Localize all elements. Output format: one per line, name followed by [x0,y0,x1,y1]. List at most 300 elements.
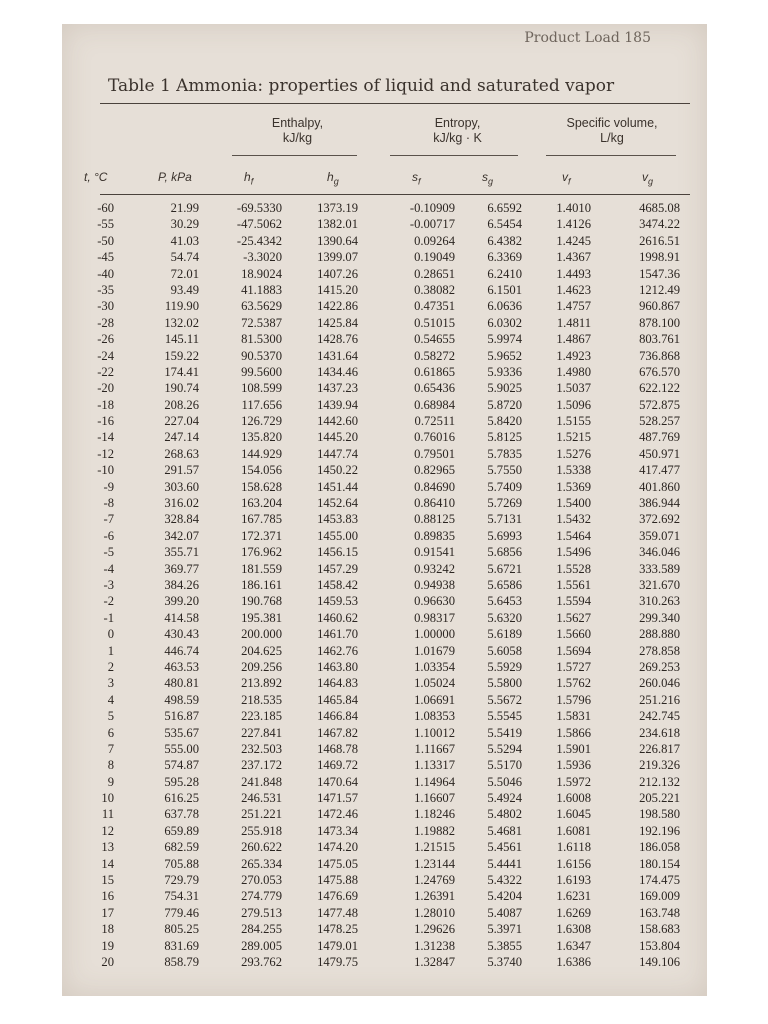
cell-hf: 284.255 [241,922,282,937]
cell-hg: 1479.75 [317,954,358,969]
cell-sg: 5.7409 [487,479,522,494]
cell-vf: 1.4811 [556,315,591,330]
cell-temperature: -9 [103,479,114,494]
cell-vg: 417.477 [639,463,680,478]
cell-vg: 960.867 [639,299,680,314]
table-row [62,216,707,232]
cell-hf: 260.622 [241,840,282,855]
cell-temperature: 18 [101,922,114,937]
cell-hf: 81.5300 [241,332,282,347]
cell-sg: 5.9025 [487,381,522,396]
cell-hf: 172.371 [241,528,282,543]
cell-temperature: 16 [101,889,114,904]
cell-vf: 1.5972 [556,774,591,789]
cell-hf: 163.204 [241,496,282,511]
col-header-sg: $s_g$ [482,170,494,187]
table-row [62,429,707,445]
cell-sg: 5.6721 [487,561,522,576]
cell-temperature: -35 [97,282,114,297]
cell-hg: 1434.46 [317,364,358,379]
cell-sg: 5.4802 [487,807,522,822]
cell-sg: 5.6189 [487,627,522,642]
cell-temperature: 0 [107,627,114,642]
cell-sf: 1.29626 [414,922,455,937]
cell-vf: 1.5215 [556,430,591,445]
cell-hf: 265.334 [241,856,282,871]
cell-hf: 255.918 [241,823,282,838]
cell-hg: 1373.19 [317,201,358,215]
cell-vg: 572.875 [639,397,680,412]
cell-vg: 1212.49 [639,282,680,297]
cell-sf: 0.93242 [414,561,455,576]
table-row [62,528,707,544]
cell-hf: 289.005 [241,938,282,953]
cell-vf: 1.6008 [556,791,591,806]
cell-hf: 204.625 [241,643,282,658]
cell-hg: 1474.20 [317,840,358,855]
cell-vg: 372.692 [639,512,680,527]
cell-vf: 1.5400 [556,496,591,511]
cell-hf: 232.503 [241,741,282,756]
cell-temperature: 14 [101,856,114,871]
cell-vf: 1.6193 [556,873,591,888]
cell-hg: 1462.76 [317,643,358,658]
cell-sg: 5.4561 [487,840,522,855]
cell-hg: 1471.57 [317,791,358,806]
cell-sf: 0.82965 [414,463,455,478]
cell-pressure: 779.46 [164,905,199,920]
cell-temperature: -26 [97,332,114,347]
cell-temperature: -4 [103,561,114,576]
cell-sf: 0.76016 [414,430,455,445]
cell-vg: 321.670 [639,577,680,592]
cell-vf: 1.6386 [556,954,591,969]
cell-pressure: 805.25 [164,922,199,937]
cell-hf: 126.729 [241,414,282,429]
cell-vf: 1.4010 [556,201,591,215]
cell-temperature: 20 [101,954,114,969]
cell-vf: 1.6118 [556,840,591,855]
cell-sg: 5.4924 [487,791,522,806]
volume-group-rule [546,155,676,156]
cell-sf: 0.51015 [414,315,455,330]
cell-vg: 226.817 [639,741,680,756]
cell-hf: 158.628 [241,479,282,494]
cell-hf: 72.5387 [241,315,282,330]
cell-vf: 1.5276 [556,446,591,461]
cell-sg: 5.8125 [487,430,522,445]
cell-pressure: 414.58 [164,610,199,625]
table-row [62,921,707,937]
cell-sg: 5.5672 [487,692,522,707]
cell-sg: 5.4441 [487,856,522,871]
cell-vg: 234.618 [639,725,680,740]
cell-sf: 0.72511 [414,414,455,429]
cell-sg: 5.5419 [487,725,522,740]
book-page [62,24,707,996]
cell-vg: 153.804 [639,938,680,953]
cell-vf: 1.5594 [556,594,591,609]
cell-sg: 5.4087 [487,905,522,920]
cell-temperature: -10 [97,463,114,478]
cell-hg: 1470.64 [317,774,358,789]
cell-vg: 205.221 [639,791,680,806]
col-header-hf: $h_f$ [244,170,254,187]
cell-sf: 0.79501 [414,446,455,461]
cell-pressure: 498.59 [164,692,199,707]
cell-temperature: -1 [103,610,114,625]
cell-vg: 186.058 [639,840,680,855]
cell-hg: 1437.23 [317,381,358,396]
header-bottom-rule [100,194,690,195]
cell-vg: 2616.51 [639,233,680,248]
cell-vf: 1.6045 [556,807,591,822]
cell-vg: 163.748 [639,905,680,920]
cell-sg: 6.2410 [487,266,522,281]
table-row [62,200,707,216]
cell-temperature: 17 [101,905,114,920]
table-row [62,298,707,314]
cell-hf: -3.3020 [243,250,282,265]
cell-pressure: 41.03 [170,233,199,248]
table-row [62,790,707,806]
cell-hg: 1458.42 [317,577,358,592]
cell-pressure: 328.84 [164,512,199,527]
cell-hf: 108.599 [241,381,282,396]
table-row [62,249,707,265]
cell-sg: 5.3740 [487,954,522,969]
cell-sf: -0.00717 [409,217,455,232]
cell-temperature: 15 [101,873,114,888]
cell-sf: 1.01679 [414,643,455,658]
cell-vf: 1.4126 [556,217,591,232]
cell-temperature: 2 [107,659,114,674]
cell-temperature: 12 [101,823,114,838]
cell-vf: 1.6231 [556,889,591,904]
cell-vg: 1547.36 [639,266,680,281]
data-table-body [62,200,707,970]
cell-pressure: 247.14 [164,430,199,445]
cell-pressure: 21.99 [170,201,199,215]
table-row [62,741,707,757]
cell-sf: 0.89835 [414,528,455,543]
table-row [62,348,707,364]
cell-hf: 241.848 [241,774,282,789]
cell-vg: 3474.22 [639,217,680,232]
cell-pressure: 30.29 [170,217,199,232]
cell-vg: 174.475 [639,873,680,888]
cell-pressure: 303.60 [164,479,199,494]
cell-sg: 5.5800 [487,676,522,691]
cell-hf: 154.056 [241,463,282,478]
cell-sg: 5.6856 [487,545,522,560]
cell-temperature: 5 [107,709,114,724]
cell-hg: 1461.70 [317,627,358,642]
cell-vg: 622.122 [639,381,680,396]
cell-sg: 6.5454 [487,217,522,232]
cell-hf: 279.513 [241,905,282,920]
cell-hf: -25.4342 [236,233,282,248]
cell-temperature: 7 [107,741,114,756]
cell-vf: 1.5037 [556,381,591,396]
cell-sf: 0.68984 [414,397,455,412]
cell-hg: 1399.07 [317,250,358,265]
cell-sg: 5.7550 [487,463,522,478]
cell-hf: 195.381 [241,610,282,625]
cell-temperature: 6 [107,725,114,740]
cell-hf: 181.559 [241,561,282,576]
table-row [62,856,707,872]
table-row [62,233,707,249]
cell-hg: 1467.82 [317,725,358,740]
cell-hg: 1382.01 [317,217,358,232]
col-header-pressure: P, kPa [158,170,192,184]
table-row [62,806,707,822]
table-row [62,593,707,609]
cell-sf: 1.13317 [414,758,455,773]
cell-temperature: -55 [97,217,114,232]
cell-pressure: 637.78 [164,807,199,822]
cell-hg: 1469.72 [317,758,358,773]
entropy-group-rule [390,155,518,156]
table-row [62,938,707,954]
cell-vg: 401.860 [639,479,680,494]
cell-hf: 293.762 [241,954,282,969]
table-row [62,872,707,888]
cell-temperature: -18 [97,397,114,412]
cell-hg: 1422.86 [317,299,358,314]
cell-pressure: 145.11 [164,332,199,347]
cell-sg: 6.3369 [487,250,522,265]
cell-temperature: -12 [97,446,114,461]
table-row [62,577,707,593]
cell-hf: 274.779 [241,889,282,904]
cell-hg: 1475.88 [317,873,358,888]
cell-sf: 0.96630 [414,594,455,609]
cell-vf: 1.5096 [556,397,591,412]
volume-group-header [552,116,672,146]
table-row [62,839,707,855]
cell-sg: 5.9652 [487,348,522,363]
cell-sf: 0.58272 [414,348,455,363]
cell-vg: 878.100 [639,315,680,330]
cell-vf: 1.6081 [556,823,591,838]
table-row [62,708,707,724]
table-row [62,823,707,839]
cell-sf: -0.10909 [409,201,455,215]
cell-sf: 0.47351 [414,299,455,314]
cell-sg: 5.8420 [487,414,522,429]
cell-temperature: -5 [103,545,114,560]
cell-pressure: 190.74 [164,381,199,396]
cell-hf: 117.656 [241,397,282,412]
cell-vf: 1.5660 [556,627,591,642]
cell-sg: 5.6320 [487,610,522,625]
cell-temperature: 11 [101,807,114,822]
cell-vg: 180.154 [639,856,680,871]
table-row [62,659,707,675]
cell-pressure: 595.28 [164,774,199,789]
cell-pressure: 72.01 [170,266,199,281]
cell-vg: 299.340 [639,610,680,625]
table-row [62,364,707,380]
cell-vf: 1.6269 [556,905,591,920]
cell-vg: 803.761 [639,332,680,347]
cell-hg: 1466.84 [317,709,358,724]
table-row [62,888,707,904]
table-row [62,397,707,413]
cell-hg: 1460.62 [317,610,358,625]
cell-temperature: -8 [103,496,114,511]
cell-vg: 260.046 [639,676,680,691]
cell-vf: 1.4867 [556,332,591,347]
cell-sf: 0.09264 [414,233,455,248]
enthalpy-group-header [240,116,355,146]
cell-sg: 5.9974 [487,332,522,347]
cell-vg: 450.971 [639,446,680,461]
cell-pressure: 227.04 [164,414,199,429]
cell-pressure: 430.43 [164,627,199,642]
cell-sf: 0.28651 [414,266,455,281]
enthalpy-group-rule [232,155,357,156]
cell-vf: 1.5369 [556,479,591,494]
table-row [62,626,707,642]
cell-hg: 1465.84 [317,692,358,707]
cell-sf: 0.84690 [414,479,455,494]
table-row [62,725,707,741]
cell-sf: 0.86410 [414,496,455,511]
cell-sf: 1.31238 [414,938,455,953]
col-header-temperature: t, °C [84,170,108,184]
cell-hf: 186.161 [241,577,282,592]
cell-sf: 1.05024 [414,676,455,691]
cell-vg: 219.326 [639,758,680,773]
cell-vf: 1.5831 [556,709,591,724]
cell-temperature: -28 [97,315,114,330]
cell-sg: 5.5545 [487,709,522,724]
cell-pressure: 384.26 [164,577,199,592]
cell-hf: 167.785 [241,512,282,527]
cell-temperature: -60 [97,201,114,215]
table-row [62,643,707,659]
cell-pressure: 535.67 [164,725,199,740]
table-row [62,774,707,790]
cell-vf: 1.5901 [556,741,591,756]
cell-hf: 209.256 [241,659,282,674]
cell-temperature: -30 [97,299,114,314]
cell-vf: 1.6156 [556,856,591,871]
cell-hg: 1390.64 [317,233,358,248]
table-row [62,675,707,691]
cell-pressure: 463.53 [164,659,199,674]
cell-sf: 1.11667 [414,741,455,756]
table-top-rule [100,103,690,104]
cell-sg: 5.4322 [487,873,522,888]
table-row [62,462,707,478]
cell-temperature: -2 [103,594,114,609]
cell-sg: 5.6058 [487,643,522,658]
cell-sg: 6.0302 [487,315,522,330]
cell-hg: 1459.53 [317,594,358,609]
cell-hf: 190.768 [241,594,282,609]
cell-hf: 18.9024 [241,266,282,281]
cell-pressure: 291.57 [164,463,199,478]
cell-pressure: 682.59 [164,840,199,855]
cell-sf: 1.21515 [414,840,455,855]
cell-vf: 1.5936 [556,758,591,773]
cell-pressure: 659.89 [164,823,199,838]
table-row [62,331,707,347]
cell-temperature: -14 [97,430,114,445]
cell-hf: 270.053 [241,873,282,888]
cell-sg: 5.5046 [487,774,522,789]
cell-vf: 1.5866 [556,725,591,740]
cell-vf: 1.5796 [556,692,591,707]
cell-sf: 1.00000 [414,627,455,642]
cell-vf: 1.5432 [556,512,591,527]
cell-sf: 1.10012 [414,725,455,740]
cell-hf: 99.5600 [241,364,282,379]
cell-vg: 333.589 [639,561,680,576]
cell-sf: 1.23144 [414,856,455,871]
cell-pressure: 516.87 [164,709,199,724]
cell-sg: 6.6592 [487,201,522,215]
cell-vg: 169.009 [639,889,680,904]
cell-sf: 0.19049 [414,250,455,265]
cell-hg: 1456.15 [317,545,358,560]
table-row [62,905,707,921]
cell-vf: 1.5155 [556,414,591,429]
cell-pressure: 858.79 [164,954,199,969]
cell-pressure: 480.81 [164,676,199,691]
cell-temperature: -40 [97,266,114,281]
col-header-vf: $v_f$ [562,170,571,187]
cell-sg: 6.1501 [487,282,522,297]
cell-sg: 5.8720 [487,397,522,412]
cell-temperature: -45 [97,250,114,265]
enthalpy-group-title: Enthalpy, [271,116,324,130]
cell-vg: 1998.91 [639,250,680,265]
cell-sf: 1.03354 [414,659,455,674]
table-row [62,380,707,396]
table-row [62,561,707,577]
cell-hg: 1442.60 [317,414,358,429]
entropy-group-unit: kJ/kg · K [433,131,482,145]
cell-vg: 242.745 [639,709,680,724]
cell-sg: 5.5294 [487,741,522,756]
cell-sf: 1.19882 [414,823,455,838]
col-header-sf: $s_f$ [412,170,421,187]
cell-pressure: 159.22 [164,348,199,363]
cell-hf: 200.000 [241,627,282,642]
cell-vf: 1.5338 [556,463,591,478]
cell-vf: 1.5561 [556,577,591,592]
cell-vg: 528.257 [639,414,680,429]
cell-pressure: 754.31 [164,889,199,904]
cell-temperature: 9 [107,774,114,789]
cell-vg: 310.263 [639,594,680,609]
cell-vg: 192.196 [639,823,680,838]
cell-sg: 5.4681 [487,823,522,838]
table-row [62,266,707,282]
cell-vg: 269.253 [639,659,680,674]
cell-sf: 1.14964 [414,774,455,789]
table-row [62,692,707,708]
cell-pressure: 268.63 [164,446,199,461]
table-row [62,511,707,527]
cell-sf: 1.26391 [414,889,455,904]
cell-hg: 1431.64 [317,348,358,363]
